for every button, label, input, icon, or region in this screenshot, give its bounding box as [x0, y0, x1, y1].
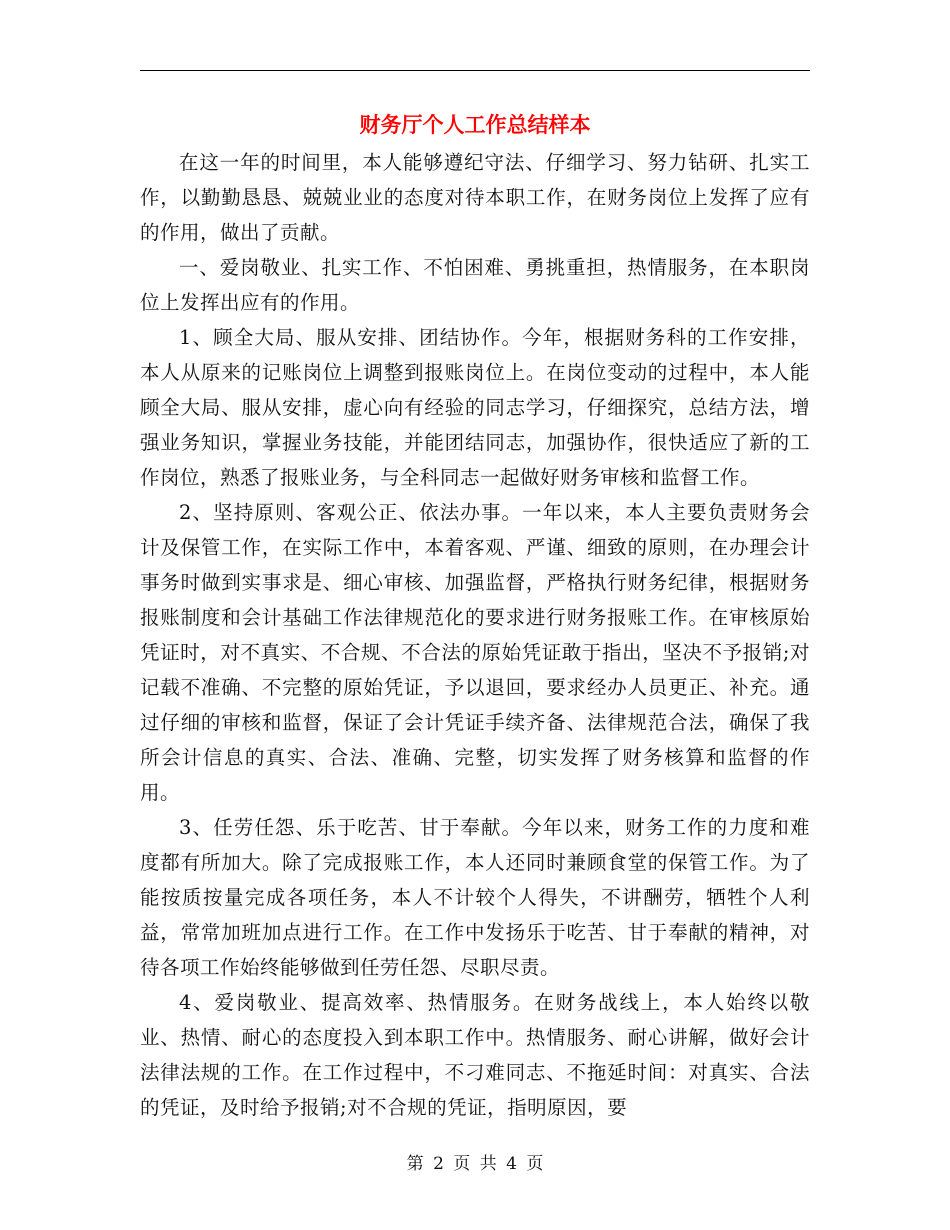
paragraph-item-4: 4、爱岗敬业、提高效率、热情服务。在财务战线上，本人始终以敬业、热情、耐心的态度投入到本职工作中。热情服务、耐心讲解，做好会计法律法规的工作。在工作过程中，不刁难同志、不拖延时间：对真实、合法的凭证，及时给予报销;对不合规的凭证，指明原因，要: [140, 991, 810, 1119]
paragraph-item-2: 2、坚持原则、客观公正、依法办事。一年以来，本人主要负责财务会计及保管工作，在实际工作中，本着客观、严谨、细致的原则，在办理会计事务时做到实事求是、细心审核、加强监督，严格执行财务纪律，根据财务报账制度和会计基础工作法律规范化的要求进行财务报账工作。在审核原始凭证时，对不真实、不合规、不合法的原始凭证敢于指出，坚决不予报销;对记载不准确、不完整的原始凭证，予以退回，要求经办人员更正、补充。通过仔细的审核和监督，保证了会计凭证手续齐备、法律规范合法，确保了我所会计信息的真实、合法、准确、完整，切实发挥了财务核算和监督的作用。: [140, 501, 810, 804]
paragraph-intro: 在这一年的时间里，本人能够遵纪守法、仔细学习、努力钻研、扎实工作，以勤勤恳恳、兢兢业业的态度对待本职工作，在财务岗位上发挥了应有的作用，做出了贡献。: [140, 151, 810, 244]
header-rule: [140, 70, 810, 71]
paragraph-item-3: 3、任劳任怨、乐于吃苦、甘于奉献。今年以来，财务工作的力度和难度都有所加大。除了完成报账工作，本人还同时兼顾食堂的保管工作。为了能按质按量完成各项任务，本人不计较个人得失，不讲酬劳，牺牲个人利益，常常加班加点进行工作。在工作中发扬乐于吃苦、甘于奉献的精神，对待各项工作始终能够做到任劳任怨、尽职尽责。: [140, 816, 810, 979]
document-body: [140, 145, 810, 1125]
paragraph-item-1: 1、顾全大局、服从安排、团结协作。今年，根据财务科的工作安排，本人从原来的记账岗位上调整到报账岗位上。在岗位变动的过程中，本人能顾全大局、服从安排，虚心向有经验的同志学习，仔细探究，总结方法，增强业务知识，掌握业务技能，并能团结同志，加强协作，很快适应了新的工作岗位，熟悉了报账业务，与全科同志一起做好财务审核和监督工作。: [140, 326, 810, 489]
page-number-footer: 第 2 页 共 4 页: [406, 1154, 544, 1174]
document-title: 财务厅个人工作总结样本: [359, 113, 591, 137]
paragraph-section-1: 一、爱岗敬业、扎实工作、不怕困难、勇挑重担，热情服务，在本职岗位上发挥出应有的作用。: [140, 256, 810, 314]
